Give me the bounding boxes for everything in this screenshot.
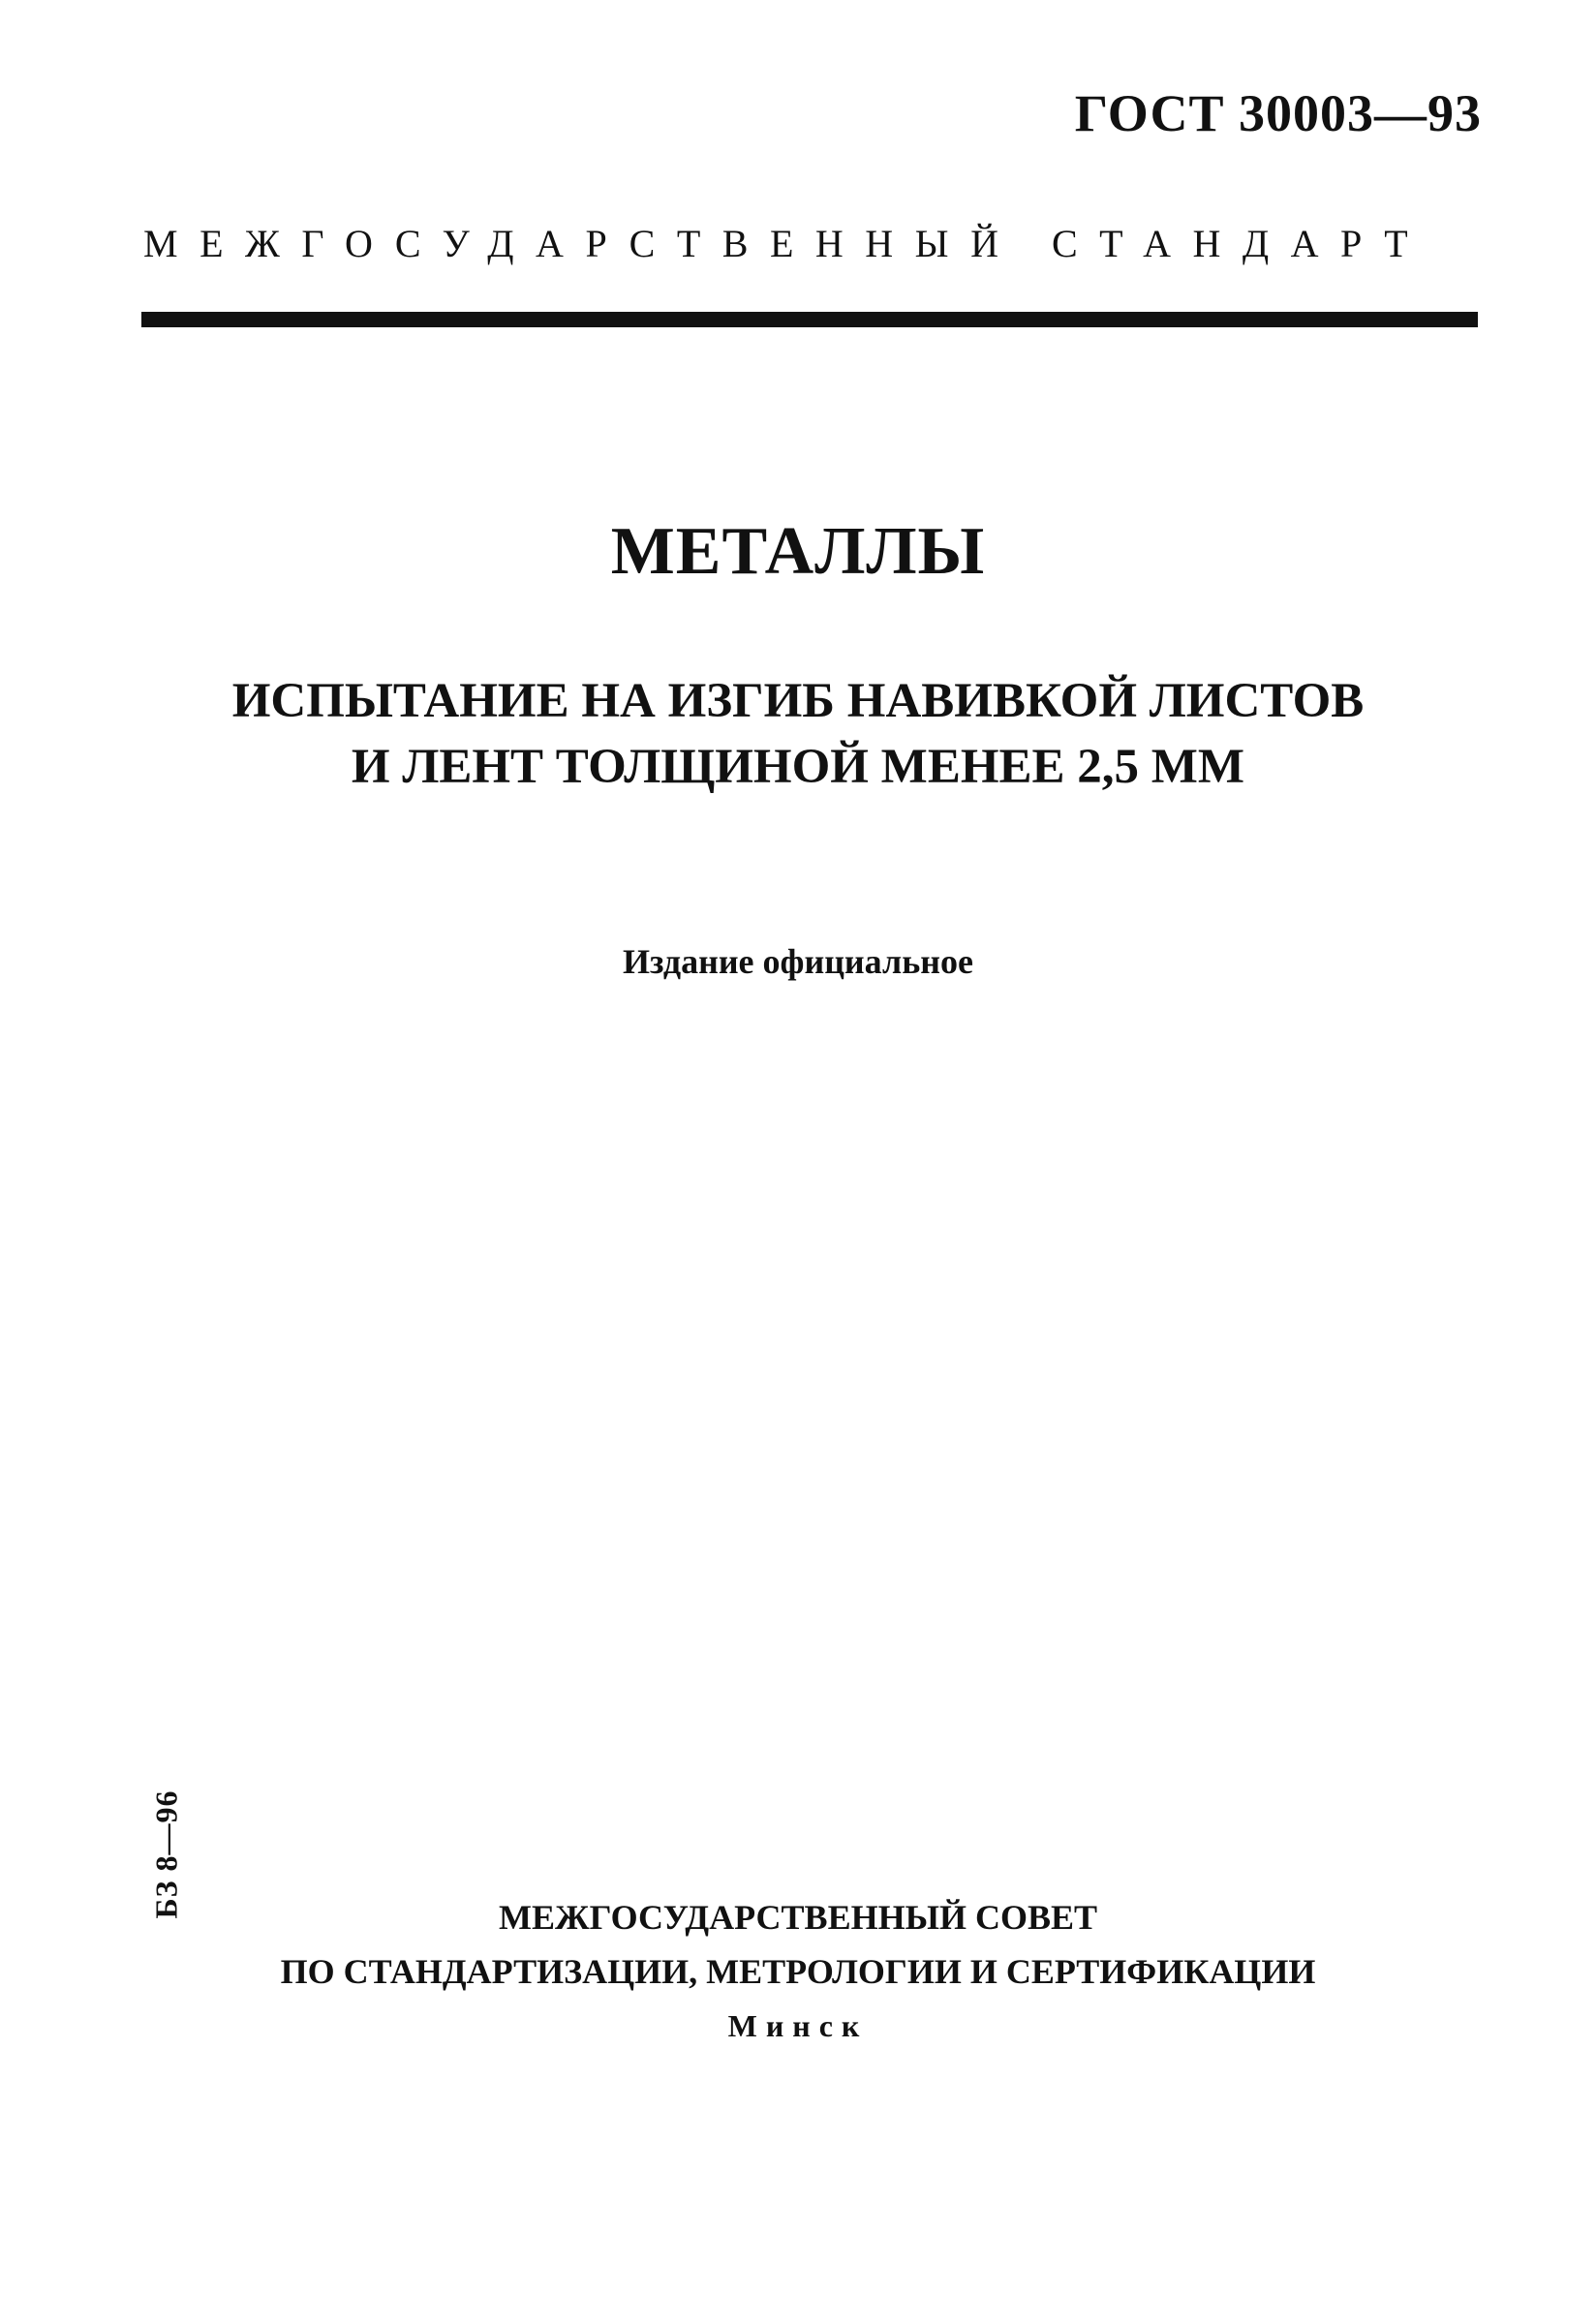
subtitle-line-2: И ЛЕНТ ТОЛЩИНОЙ МЕНЕЕ 2,5 ММ: [351, 740, 1245, 794]
header-divider: [141, 312, 1478, 327]
edition-label: Издание официальное: [623, 942, 973, 981]
publisher-line-1: МЕЖГОСУДАРСТВЕННЫЙ СОВЕТ: [499, 1898, 1097, 1937]
side-catalog-code: БЗ 8—96: [148, 1789, 184, 1919]
subtitle-line-1: ИСПЫТАНИЕ НА ИЗГИБ НАВИВКОЙ ЛИСТОВ: [231, 674, 1365, 728]
standard-type-heading: МЕЖГОСУДАРСТВЕННЫЙ СТАНДАРТ: [143, 222, 1430, 265]
publisher-block: [0, 1890, 1596, 2053]
gost-number: ГОСТ 30003—93: [1074, 84, 1482, 142]
publisher-city: Минск: [727, 2008, 869, 2043]
publisher-line-2: ПО СТАНДАРТИЗАЦИИ, МЕТРОЛОГИИ И СЕРТИФИКАЦИИ: [280, 1952, 1316, 1991]
document-title: МЕТАЛЛЫ: [610, 514, 986, 589]
document-subtitle: [0, 668, 1596, 800]
